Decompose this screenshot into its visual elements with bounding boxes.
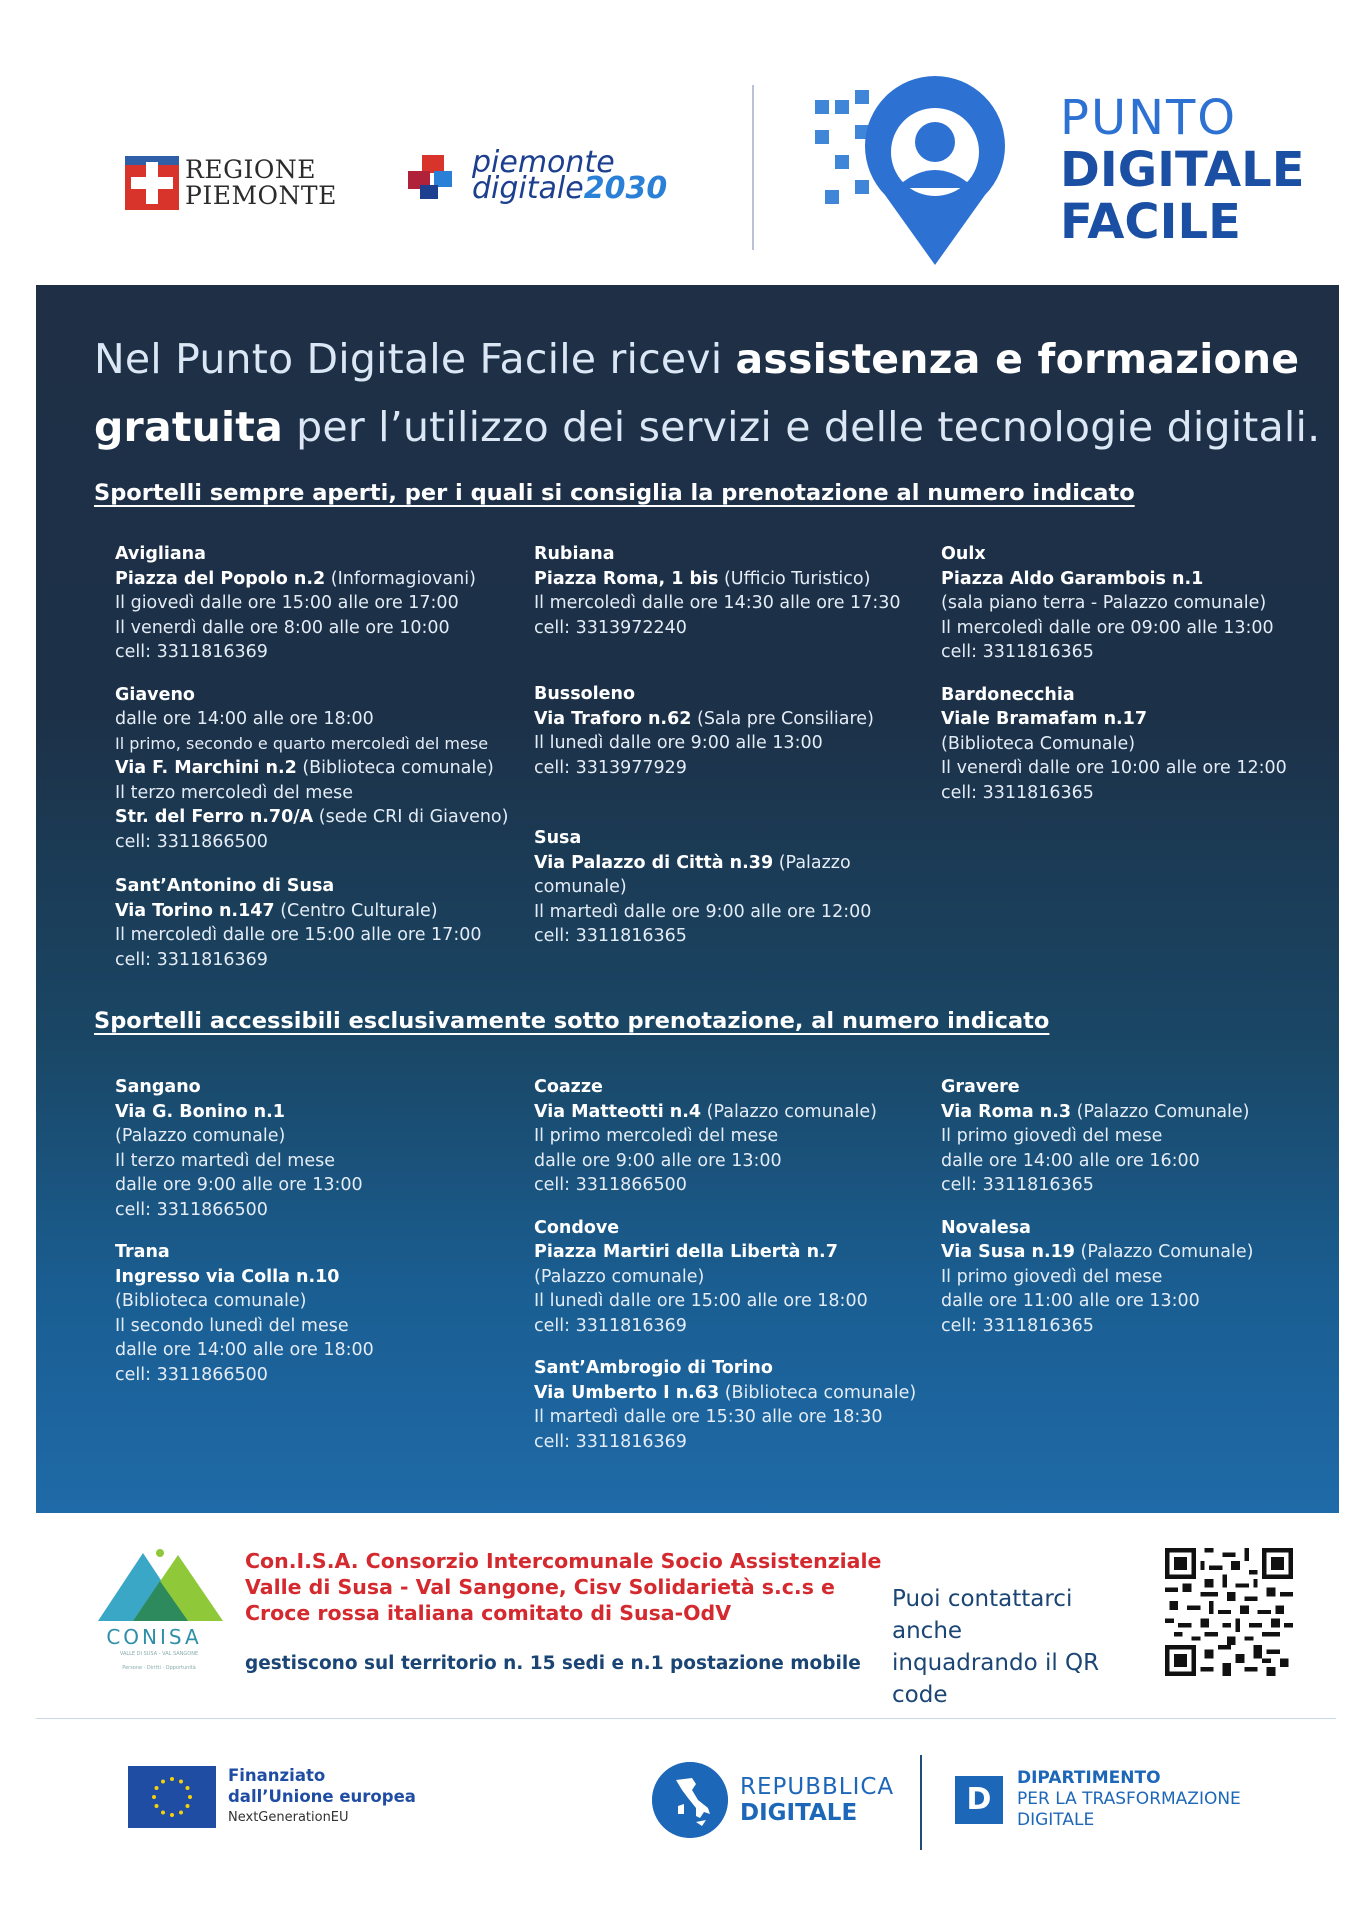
organizations-text: Con.I.S.A. Consorzio Intercomunale Socio Assistenziale Valle di Susa - Val Sangone, Cisv Solidarietà s.c.s e Croce rossa italiana comitato di Susa-OdV: [245, 1549, 882, 1625]
office-novalesa: Novalesa Via Susa n.19 (Palazzo Comunale) Il primo giovedì del mese dalle ore 11:00 alle ore 13:00 cell: 3311816365: [941, 1217, 1254, 1336]
repubblica-digitale-text: REPUBBLICA DIGITALE: [740, 1774, 895, 1826]
piemonte-digitale-mark-icon: [404, 151, 468, 201]
office-oulx: Oulx Piazza Aldo Garambois n.1 (sala piano terra - Palazzo comunale) Il mercoledì dalle ore 09:00 alle 13:00 cell: 3311816365: [941, 544, 1274, 662]
footer-divider: [36, 1718, 1336, 1719]
section-open-title: Sportelli sempre aperti, per i quali si consiglia la prenotazione al numero indicato: [94, 480, 1135, 506]
booking-offices-column-1: [115, 1075, 515, 1411]
office-susa: Susa Via Palazzo di Città n.39 (Palazzo comunale) Il martedì dalle ore 9:00 alle ore 12:00 cell: 3311816365: [534, 828, 872, 946]
pdf-line3: FACILE: [1060, 194, 1241, 250]
office-giaveno: Giaveno dalle ore 14:00 alle ore 18:00 Il primo, secondo e quarto mercoledì del mese Via F. Marchini n.2 (Biblioteca comunale) Il terzo mercoledì del mese Str. del Ferro n.70/A (sede CRI di Giaveno) cell: 3311866500: [115, 684, 509, 852]
eu-funding-text: Finanziato dall’Unione europea NextGenerationEU: [228, 1766, 416, 1825]
piemonte-flag-icon: [125, 156, 179, 210]
conisa-subtitle: VALLE DI SUSA - VAL SANGONE: [119, 1651, 199, 1657]
office-sangano: Sangano Via G. Bonino n.1 (Palazzo comunale) Il terzo martedì del mese dalle ore 9:00 alle ore 13:00 cell: 3311866500: [115, 1077, 363, 1220]
open-offices-column-3: [941, 542, 1321, 829]
office-gravere: Gravere Via Roma n.3 (Palazzo Comunale) Il primo giovedì del mese dalle ore 14:00 alle ore 16:00 cell: 3311816365: [941, 1077, 1250, 1195]
office-condove: Condove Piazza Martiri della Libertà n.7 (Palazzo comunale) Il lunedì dalle ore 15:00 alle ore 18:00 cell: 3311816369: [534, 1217, 868, 1336]
headline: Nel Punto Digitale Facile ricevi assistenza e formazione gratuita per l’utilizzo dei servizi e delle tecnologie digitali.: [94, 335, 1321, 451]
eu-flag-icon: [128, 1766, 216, 1828]
qr-caption: Puoi contattarci anche inquadrando il QR code: [892, 1586, 1100, 1708]
pdf-line1: PUNTO: [1060, 90, 1238, 146]
conisa-name: CONISA: [106, 1625, 202, 1649]
office-coazze: Coazze Via Matteotti n.4 (Palazzo comunale) Il primo mercoledì del mese dalle ore 9:00 alle ore 13:00 cell: 3311866500: [534, 1077, 877, 1195]
dipartimento-d-icon: D: [955, 1776, 1003, 1824]
punto-digitale-facile-logo: [815, 70, 1315, 270]
location-pin-icon: [815, 70, 1045, 270]
office-bussoleno: Bussoleno Via Traforo n.62 (Sala pre Consiliare) Il lunedì dalle ore 9:00 alle 13:00 cell: 3313977929: [534, 684, 874, 778]
sites-summary: gestiscono sul territorio n. 15 sedi e n.1 postazione mobile: [245, 1653, 861, 1674]
header: [0, 0, 1358, 285]
conisa-tagline: Persone · Diritti · Opportunità: [122, 1665, 196, 1671]
regione-line2: PIEMONTE: [185, 181, 337, 210]
piemonte-digitale-line1: piemonte: [472, 145, 615, 180]
booking-offices-column-3: [941, 1075, 1321, 1362]
office-avigliana: Avigliana Piazza del Popolo n.2 (Informagiovani) Il giovedì dalle ore 15:00 alle ore 17:00 Il venerdì dalle ore 8:00 alle ore 10:00 cell: 3311816369: [115, 544, 476, 662]
mountains-icon: [88, 1545, 228, 1625]
office-bardonecchia: Bardonecchia Viale Bramafam n.17 (Biblioteca Comunale) Il venerdì dalle ore 10:00 alle ore 12:00 cell: 3311816365: [941, 684, 1287, 803]
piemonte-digitale-line2: digitale2030: [472, 171, 668, 206]
office-santambrogio: Sant’Ambrogio di Torino Via Umberto I n.63 (Biblioteca comunale) Il martedì dalle ore 15:30 alle ore 18:30 cell: 3311816369: [534, 1358, 917, 1452]
conisa-logo: [88, 1545, 228, 1685]
pdf-line2: DIGITALE: [1060, 142, 1305, 198]
regione-piemonte-text: [185, 157, 337, 209]
office-rubiana: Rubiana Piazza Roma, 1 bis (Ufficio Turistico) Il mercoledì dalle ore 14:30 alle ore 17:30 cell: 3313972240: [534, 544, 901, 638]
office-trana: Trana Ingresso via Colla n.10 (Biblioteca comunale) Il secondo lunedì del mese dalle ore 14:00 alle ore 18:00 cell: 3311866500: [115, 1242, 374, 1385]
regione-piemonte-logo: [125, 156, 337, 210]
booking-offices-column-2: [534, 1075, 934, 1478]
dipartimento-text: DIPARTIMENTO PER LA TRASFORMAZIONE DIGITALE: [1017, 1768, 1241, 1830]
piemonte-digitale-text: [472, 145, 668, 206]
main-info-panel: [36, 285, 1339, 1513]
open-offices-column-2: [534, 542, 934, 973]
dipartimento-logo: [955, 1768, 1241, 1831]
open-offices-column-1: [115, 542, 515, 996]
eu-funding-logo: [128, 1765, 416, 1828]
qr-code-icon[interactable]: [1165, 1548, 1293, 1676]
section-booking-title: Sportelli accessibili esclusivamente sotto prenotazione, al numero indicato: [94, 1008, 1050, 1034]
repubblica-digitale-logo: [652, 1762, 894, 1838]
footer-vertical-divider: [920, 1755, 922, 1850]
header-divider: [752, 85, 754, 250]
piemonte-digitale-logo: [404, 145, 668, 206]
office-santantonino: Sant’Antonino di Susa Via Torino n.147 (Centro Culturale) Il mercoledì dalle ore 15:00 alle ore 17:00 cell: 3311816369: [115, 876, 482, 970]
italy-map-icon: [652, 1762, 728, 1838]
regione-line1: REGIONE: [185, 155, 317, 184]
punto-digitale-facile-text: [1060, 92, 1305, 248]
